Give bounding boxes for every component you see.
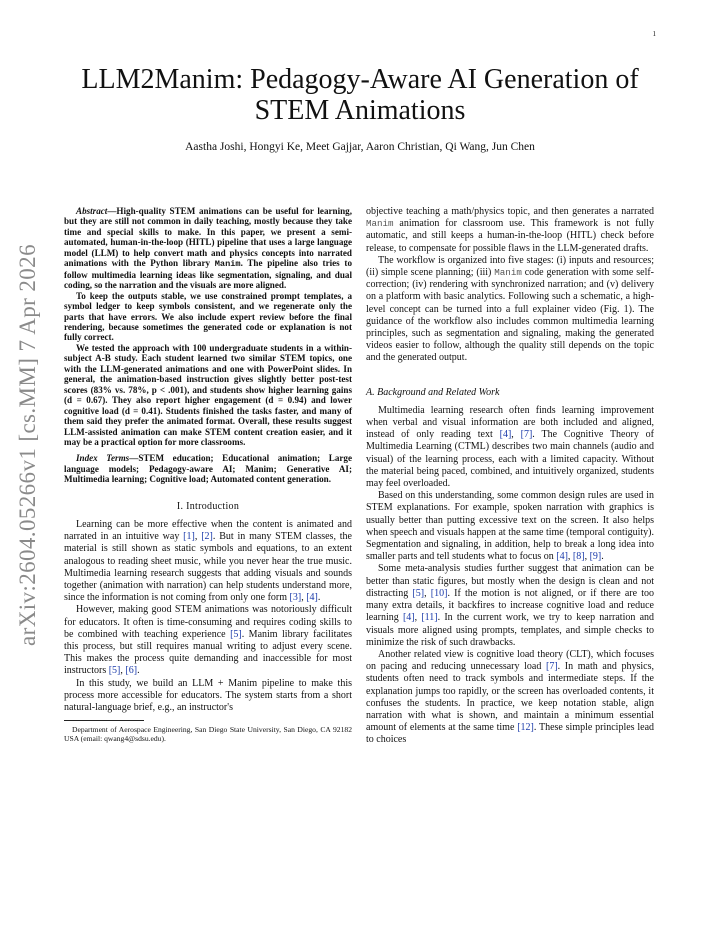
intro-paragraph-3: In this study, we build an LLM + Manim pipeline to make this process more accessible for educators. The system starts from a short natural-language brief, e.g., an instructor's xyxy=(64,677,352,714)
citation-link[interactable]: [4] xyxy=(499,429,512,441)
citation-link[interactable]: [5] xyxy=(108,665,121,677)
citation-link[interactable]: [7] xyxy=(520,429,533,441)
background-paragraph-2: Based on this understanding, some common design rules are used in STEM explanations. For example, spoken narration with graphics is usually better than putting excessive text on the screen. It also helps when speech and visuals happen at the same time (temporal contiguity). Segmentation and signaling, in addition, help to break a long idea into smaller parts and tell students what to focus on [4], [8], [9]. xyxy=(366,490,654,563)
citation-link[interactable]: [1] xyxy=(183,531,195,543)
citation-link[interactable]: [4] xyxy=(556,551,568,563)
intro-paragraph-2: However, making good STEM animations was notoriously difficult for educators. It often is time-consuming and requires coding skills to be combined with teaching experience [5]. Manim library facilitates this process, but still requires manual writing to adjust every scene. This makes the process quite demanding and inaccessible for most instructors [5], [6]. xyxy=(64,604,352,677)
citation-link[interactable]: [8] xyxy=(572,551,585,563)
background-paragraph-3: Some meta-analysis studies further suggest that animation can be better than static figures, but mostly when the design is clean and not distracting [5], [10]. If the motion is not aligned, or if there are too many extra details, it backfires to increase cognitive load and reduce learning [4], [11]. In the current work, we try to keep narration and visuals more aligned using prompts, templates, and simple checks to minimize the risk of such drawbacks. xyxy=(366,563,655,648)
left-column xyxy=(64,206,352,744)
citation-link[interactable]: [10] xyxy=(430,587,448,599)
code-manim: Manim xyxy=(366,218,394,230)
citation-link[interactable]: [12] xyxy=(517,722,534,734)
background-paragraph-4: Another related view is cognitive load theory (CLT), which focuses on pacing and reducing unnecessary load [7]. In math and physics, students often need to track symbols and intermediate steps. If the explanation jumps too rapidly, or the screen has overloaded contents, it confuses the students. In practice, we keep notation stable, align narration with what is shown, and maintain a minimum essential amount of elements at the same time [12]. These simple principles lead to choices xyxy=(366,648,655,746)
subsection-heading-background: A. Background and Related Work xyxy=(366,386,500,398)
paper-title: LLM2Manim: Pedagogy-Aware AI Generation of STEM Animations xyxy=(81,64,639,126)
abstract-label: Abstract xyxy=(76,206,108,216)
abstract-paragraph-2: To keep the outputs stable, we use constrained prompt templates, a symbol ledger to keep symbols consistent, and we regenerate only the parts that have errors. We also include expert review before the final rendering, because sometimes the generated code or explanation is not fully correct. xyxy=(64,290,352,343)
citation-link[interactable]: [7] xyxy=(546,661,558,673)
section-heading-introduction: I. Introduction xyxy=(176,500,240,512)
right-column xyxy=(366,206,654,747)
citation-link[interactable]: [4] xyxy=(402,612,415,624)
citation-link[interactable]: [5] xyxy=(230,628,242,640)
page-number: 1 xyxy=(652,30,656,38)
code-manim: Manim xyxy=(494,267,522,279)
workflow-paragraph: The workflow is organized into five stages: (i) inputs and resources; (ii) simple scene planning; (iii) Manim code generation with some self-correction; (iv) rendering with synchronized narration; and (v) delivery on a platform with basic analytics. Following such a schematic, a high-level concept can be turned into a full explainer video (Fig. 1). The guidance of the workflow also includes common multimedia learning principles, such as segmentation and signaling, making the generated videos easier to follow, although the quality still depends on the topic and the generated output. xyxy=(366,254,655,364)
abstract xyxy=(64,206,352,485)
citation-link[interactable]: [4] xyxy=(306,592,318,604)
footnote-rule xyxy=(64,720,144,721)
arxiv-identifier: arXiv:2604.05266v1 [cs.MM] 7 Apr 2026 xyxy=(15,244,40,646)
citation-link[interactable]: [9] xyxy=(589,551,602,563)
intro-paragraph-1: Learning can be more effective when the content is animated and narrated in an intuitive way [1], [2]. But in many STEM classes, the material is still shown as static symbols and equations, to an extent analogous to reading sheet music, while you never hear the true music. Multimedia learning research suggests that adding visuals and sounds together (animation with narration) can help students understand more, since the information is not coming from only one form [3], [4]. xyxy=(64,518,352,604)
citation-link[interactable]: [3] xyxy=(289,592,302,604)
abstract-paragraph-3: We tested the approach with 100 undergraduate students in a within-subject A-B study. Each student learned two similar STEM topics, one with the LLM-generated animations and one with PowerPoint slides. In general, the animation-based instruction gives slightly better post-test scores (83% vs. 78%, p < .001), and students show higher learning gains (d = 0.67). They also report higher engagement (d = 0.94) and lower cognitive load (d = 0.41). Students finished the tasks faster, and many of them said they prefer the animated format. Overall, these results suggest LLM-assisted animation can make STEM content creation easier, and it may be a practical option for more classrooms. xyxy=(64,342,352,447)
background-paragraph-1: Multimedia learning research often finds learning improvement when verbal and visual information are both included and aligned, instead of only reading text [4], [7]. The Cognitive Theory of Multimedia Learning (CTML) describes two main channels (audio and visual) of the learning process, each with a limited capacity. Without the material being paced, combined, and intuitively organized, students may feel overloaded. xyxy=(366,404,654,490)
citation-link[interactable]: [11] xyxy=(421,612,438,624)
code-manim: Manim xyxy=(214,259,241,270)
index-terms: Index Terms—STEM education; Educational animation; Large language models; Pedagogy-aware AI; Manim; Generative AI; Multimedia learning; Cognitive load; Automated content generation. xyxy=(64,453,352,485)
abstract-paragraph-1: Abstract—High-quality STEM animations can be useful for learning, but they are still not common in daily teaching, mostly because they take time and special skills to make. In this paper, we present a semi-automated, human-in-the-loop (HITL) pipeline that uses a large language model (LLM) to help convert math and physics concepts into narrated animations with the Python library Manim. The pipeline also tries to follow multimedia learning ideas like segmentation, signaling, and dual coding, so the narration and the visuals are more aligned. xyxy=(64,206,352,291)
index-terms-label: Index Terms xyxy=(76,453,130,464)
arxiv-sidebar xyxy=(8,205,48,685)
citation-link[interactable]: [2] xyxy=(201,531,213,543)
citation-link[interactable]: [5] xyxy=(412,587,425,599)
author-list: Aastha Joshi, Hongyi Ke, Meet Gajjar, Aaron Christian, Qi Wang, Jun Chen xyxy=(185,141,535,153)
citation-link[interactable]: [6] xyxy=(125,665,138,677)
affiliation-footnote: Department of Aerospace Engineering, San Diego State University, San Diego, CA 92182 USA (email: qwang4@sdsu.edu). xyxy=(64,725,352,744)
intro-continued-paragraph: objective teaching a math/physics topic, and then generates a narrated Manim animation for classroom use. This framework is not fully automatic, and still keeps a human-in-the-loop (HITL) check before release, to compensate for possible flaws in the LLM-generated drafts. xyxy=(366,206,654,254)
